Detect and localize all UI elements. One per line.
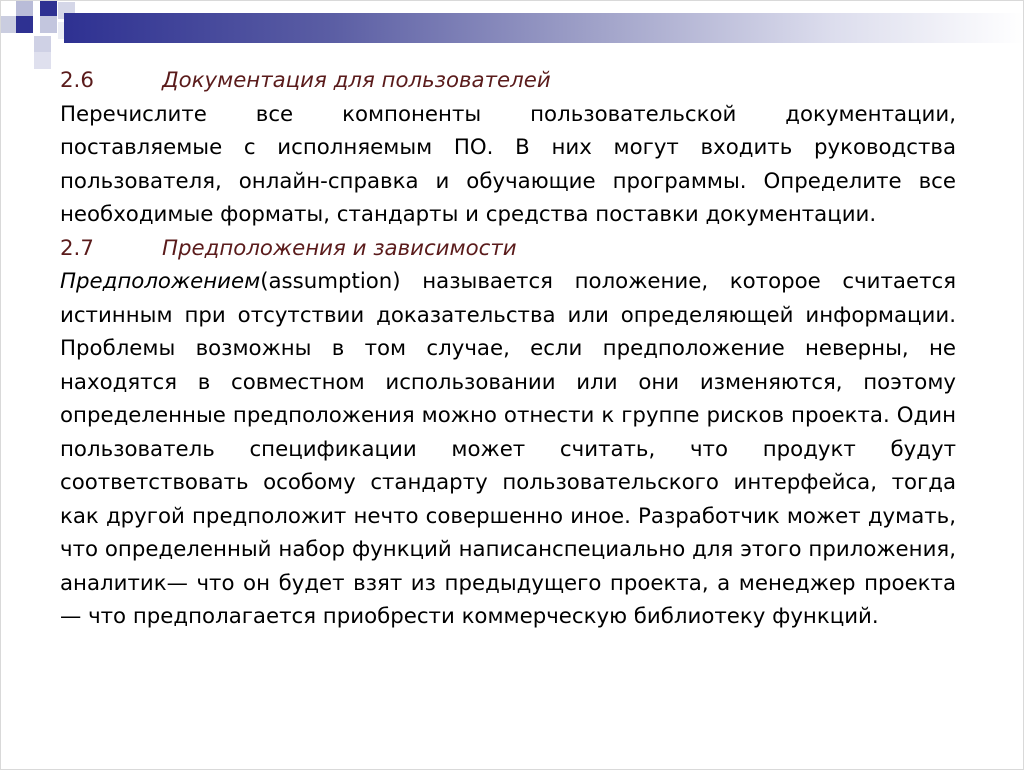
section-number: 2.6 bbox=[60, 68, 94, 93]
defined-term: Предположением bbox=[60, 269, 261, 294]
section-body-text: (assumption) называется положение, которое считается истинным при отсутствии доказательства или определяющей информации. Проблемы возможны в том случае, если предположение неверны, не находятся в совместном использовании или они изменяются, поэтому определенные предположения можно отнести к группе рисков проекта. Один пользователь спецификации может считать, что продукт будут соответствовать особому стандарту пользовательского интерфейса, тогда как другой предположит нечто совершенно иное. Разработчик может думать, что определенный набор функций написанспециально для этого приложения, аналитик— что он будет взят из предыдущего проекта, а менеджер проекта— что предполагается приобрести коммерческую библиотеку функций. bbox=[60, 269, 956, 629]
section-body bbox=[60, 265, 956, 634]
section-body: Перечислите все компоненты пользовательской документации, поставляемые с исполняемым ПО. В них могут входить руководства пользователя, онлайн-справка и обучающие программы. Определите все необходимые форматы, стандарты и средства поставки документации. bbox=[60, 101, 956, 227]
decor-square bbox=[40, 16, 57, 33]
header-gradient-bar bbox=[64, 13, 1024, 43]
decor-square bbox=[16, 0, 33, 17]
decor-square bbox=[34, 52, 51, 69]
section-heading bbox=[60, 232, 956, 266]
decor-square bbox=[16, 16, 33, 33]
decor-square bbox=[40, 0, 57, 17]
decor-square bbox=[34, 36, 51, 53]
section-title: Предположения и зависимости bbox=[162, 235, 517, 261]
section-heading bbox=[60, 64, 956, 98]
slide-content bbox=[60, 64, 956, 634]
section-title: Документация для пользователей bbox=[162, 68, 551, 93]
section-number: 2.7 bbox=[60, 235, 94, 261]
decor-square bbox=[0, 16, 17, 33]
